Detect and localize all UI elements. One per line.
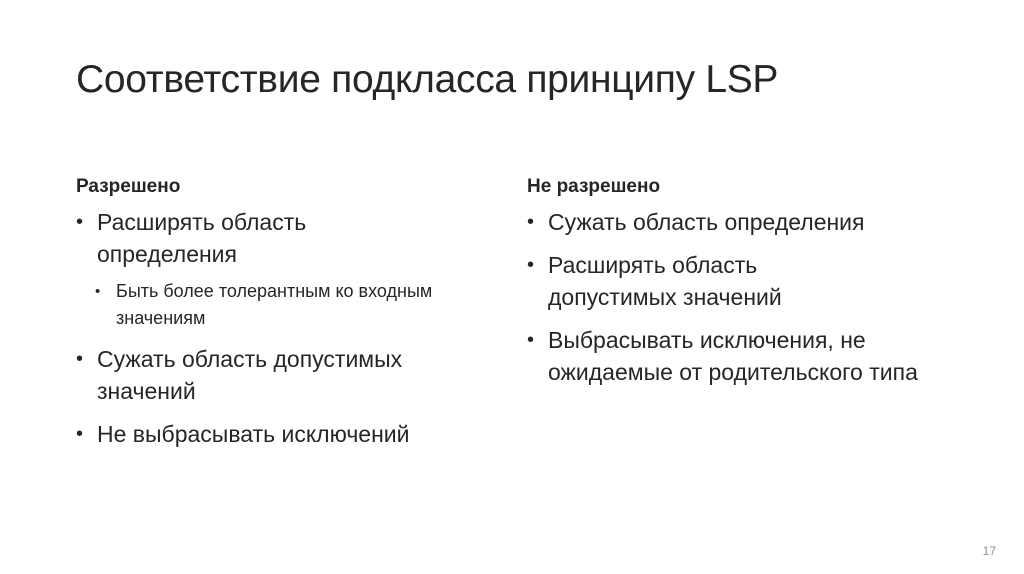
slide-title: Соответствие подкласса принципу LSP	[76, 58, 779, 101]
list-item-text: Сужать область допустимых значений	[97, 346, 403, 404]
list-item	[527, 206, 947, 238]
not-allowed-list	[527, 206, 947, 388]
list-item-text: Расширять область допустимых значений	[548, 252, 782, 310]
bullet-icon: •	[95, 283, 101, 300]
bullet-icon: •	[527, 254, 535, 276]
sub-list	[76, 278, 496, 332]
bullet-icon: •	[76, 423, 84, 445]
page-number: 17	[982, 544, 996, 558]
allowed-column	[76, 176, 496, 461]
sub-list-item	[76, 278, 496, 332]
list-item-text: Не выбрасывать исключений	[97, 421, 410, 447]
bullet-icon: •	[76, 211, 84, 233]
list-item	[76, 418, 496, 450]
list-item	[527, 249, 947, 313]
allowed-list	[76, 206, 496, 450]
bullet-icon: •	[76, 348, 84, 370]
allowed-heading: Разрешено	[76, 176, 181, 197]
list-item-text: Расширять область определения	[97, 209, 307, 267]
list-item	[527, 324, 947, 388]
list-item-text: Сужать область определения	[548, 209, 865, 235]
list-item	[76, 206, 496, 332]
bullet-icon: •	[527, 211, 535, 233]
list-item	[76, 343, 496, 407]
bullet-icon: •	[527, 329, 535, 351]
not-allowed-heading: Не разрешено	[527, 176, 661, 197]
not-allowed-column	[527, 176, 947, 399]
sub-list-item-text: Быть более толерантным ко входным значениям	[116, 281, 433, 328]
list-item-text: Выбрасывать исключения, не ожидаемые от родительского типа	[548, 327, 918, 385]
